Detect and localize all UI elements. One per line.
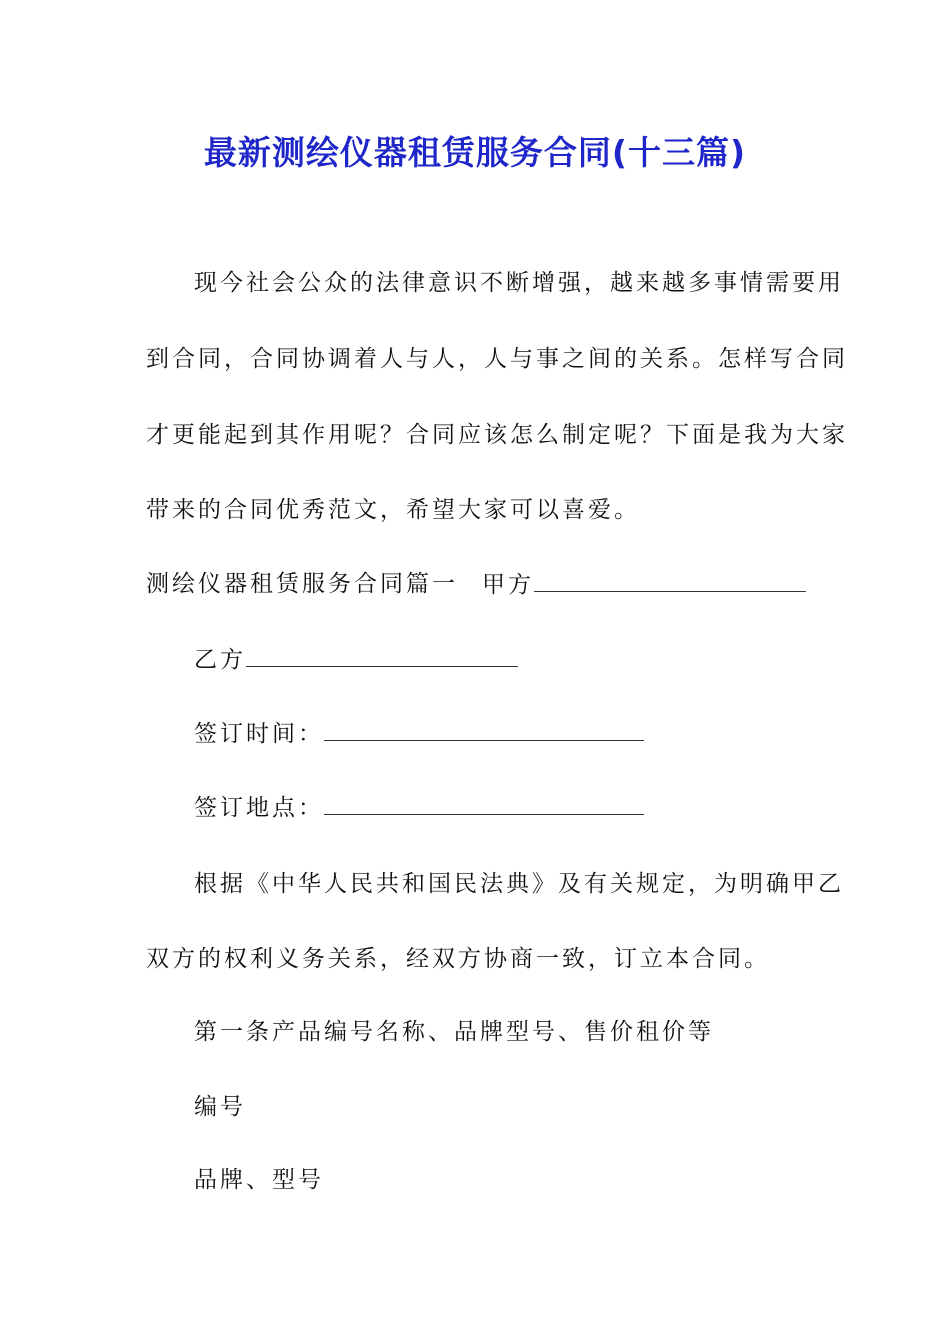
party-a-blank: [534, 567, 806, 592]
article-one-heading: 第一条产品编号名称、品牌型号、售价租价等: [194, 1019, 714, 1045]
intro-line-2: 到合同，合同协调着人与人，人与事之间的关系。怎样写合同: [146, 346, 848, 372]
basis-line-1: 根据《中华人民共和国民法典》及有关规定，为明确甲乙: [194, 871, 844, 897]
intro-line-3: 才更能起到其作用呢？合同应该怎么制定呢？下面是我为大家: [146, 422, 848, 448]
party-b-line: [194, 642, 518, 677]
sign-time-line: [194, 716, 644, 751]
basis-line-2: 双方的权利义务关系，经双方协商一致，订立本合同。: [146, 946, 770, 972]
party-a-line: [482, 567, 806, 602]
sign-place-blank: [324, 790, 644, 815]
field-brand-model: 品牌、型号: [194, 1167, 324, 1193]
section-heading: 测绘仪器租赁服务合同篇一: [146, 571, 458, 597]
sign-place-label: 签订地点：: [194, 795, 324, 821]
party-b-label: 乙方: [194, 647, 246, 673]
sign-time-label: 签订时间：: [194, 721, 324, 747]
intro-line-1: 现今社会公众的法律意识不断增强，越来越多事情需要用: [194, 270, 844, 296]
sign-time-blank: [324, 716, 644, 741]
sign-place-line: [194, 790, 644, 825]
intro-line-4: 带来的合同优秀范文，希望大家可以喜爱。: [146, 497, 640, 523]
document-title: 最新测绘仪器租赁服务合同(十三篇): [203, 133, 747, 172]
field-number: 编号: [194, 1094, 246, 1120]
party-b-blank: [246, 642, 518, 667]
party-a-label: 甲方: [482, 572, 534, 598]
